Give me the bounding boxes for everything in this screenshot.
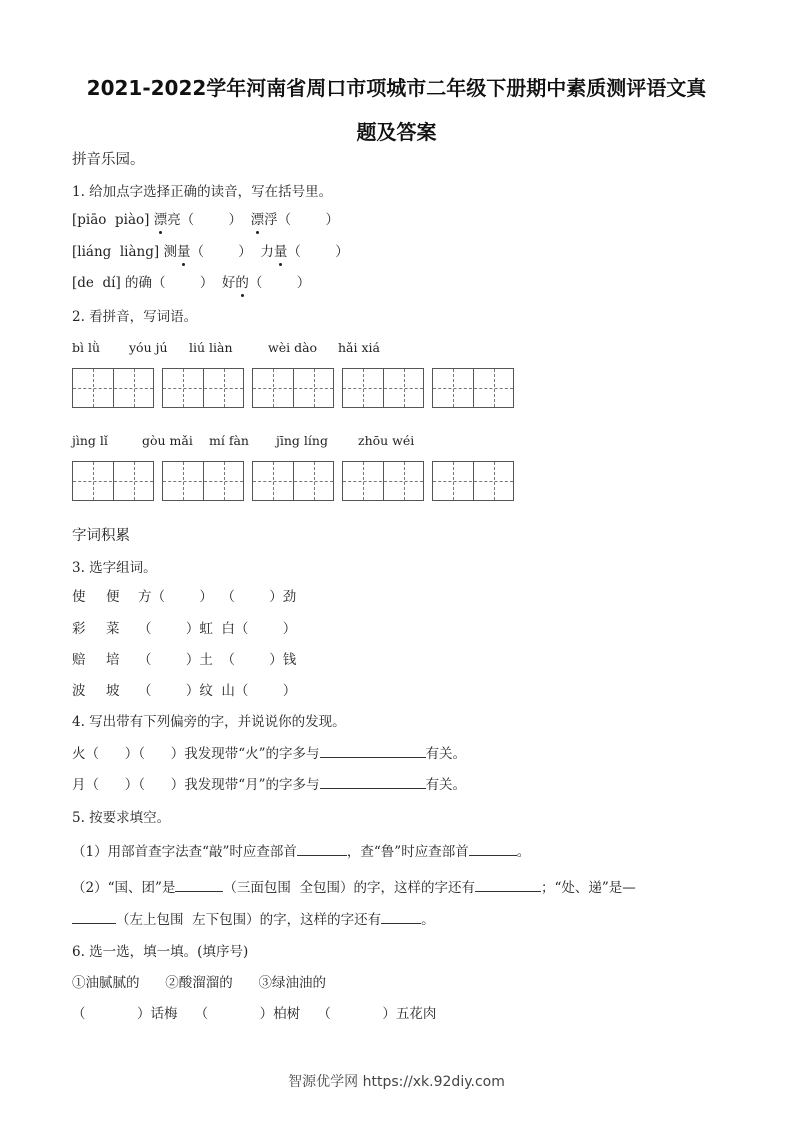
q3-row-3 [72,651,297,669]
q3-choice-char: 培 [106,652,120,668]
q6-options: ①油腻腻的 ②酸溜溜的 ③绿油油的 [72,975,326,991]
section-vocab-heading: 字词积累 [72,528,130,544]
q3-blanks: 方（ ） （ ）劲 [138,589,297,605]
q4-row-moon [72,776,466,794]
q3-choice-char: 便 [106,589,120,605]
page-title-line2: 题及答案 [356,120,437,144]
writing-box[interactable] [432,368,514,408]
q1-stem: 1. 给加点字选择正确的读音，写在括号里。 [72,184,333,200]
q3-stem: 3. 选字组词。 [72,560,157,576]
q5-radical-blank-1[interactable] [297,843,347,856]
q5-structure-blank-1[interactable] [175,879,223,892]
q5-part-2-text-4: （左上包围 左下包围）的字，这样的字还有 [116,912,382,928]
q6-blanks: （ ）话梅 （ ）柏树 （ ）五花肉 [72,1006,437,1022]
q4-row-fire-suffix: 有关。 [425,746,467,762]
q3-row-4 [72,682,297,700]
q3-row-1 [72,588,297,606]
q3-choice-char: 菜 [106,621,120,637]
writing-box[interactable] [252,461,334,501]
q1-row-1-blank-2: 浮（ ） [264,212,339,228]
q3-blanks: （ ）虹 白（ ） [138,621,297,637]
q4-stem: 4. 写出带有下列偏旁的字，并说说你的发现。 [72,714,346,730]
writing-box[interactable] [432,461,514,501]
q1-row-3-dotted-char-1: 的 [235,275,249,291]
q1-row-1-dotted-char-1: 漂 [153,212,168,228]
q5-part-1-text-2: ，查“鲁”时应查部首 [346,844,469,860]
pinyin-label: mí fàn [209,433,249,448]
q5-example-blank-1[interactable] [475,879,541,892]
q4-fire-answer-blank[interactable] [320,745,426,758]
writing-box[interactable] [342,461,424,501]
q3-choice-char: 波 [72,683,86,699]
writing-box[interactable] [72,368,154,408]
q1-row-3-blank-1: （ ） [248,275,311,291]
pinyin-label: jìng lǐ [72,433,108,448]
q5-part-2-text: （2）“国、团”是 [72,880,176,896]
q5-stem: 5. 按要求填空。 [72,810,171,826]
q1-row-2-dotted-char-1: 量 [176,244,191,260]
q5-example-blank-2[interactable] [381,911,421,924]
q3-choice-char: 使 [72,589,86,605]
q3-blanks: （ ）土 （ ）钱 [138,652,297,668]
q5-part-1-text: （1）用部首查字法查“敲”时应查部首 [72,844,297,860]
q4-row-moon-suffix: 有关。 [425,777,467,793]
q1-row-1-prefix: [piāo piào] [72,212,154,228]
q5-part-1-end: 。 [516,844,531,860]
q1-row-2-dotted-char-2: 量 [273,244,288,260]
writing-box[interactable] [72,461,154,501]
q3-choice-char: 赔 [72,652,86,668]
q6-stem: 6. 选一选，填一填。(填序号) [72,944,249,960]
pinyin-label: jīng líng [276,433,328,448]
q1-row-3-prefix: [de dí] 的确（ ） 好 [72,275,236,291]
q1-row-3 [72,274,310,292]
q4-row-moon-text: 月（ ）（ ）我发现带“月”的字多与 [72,777,320,793]
writing-box[interactable] [252,368,334,408]
q1-row-2-blank-1: （ ） 力 [190,244,274,260]
pinyin-label: yóu jú [129,340,168,355]
q5-part-1 [72,843,530,861]
q3-blanks: （ ）纹 山（ ） [138,683,297,699]
pinyin-label: zhōu wéi [358,433,415,448]
q3-choice-char: 坡 [106,683,120,699]
q1-row-2 [72,243,349,261]
writing-box[interactable] [162,461,244,501]
q1-row-2-prefix: [liáng liàng] 测 [72,244,177,260]
q1-row-1-blank-1: 亮（ ） [167,212,251,228]
footer-watermark: 智源优学网 https://xk.92diy.com [288,1074,505,1090]
q3-row-2 [72,620,297,638]
section-pinyin-heading: 拼音乐园。 [72,152,145,168]
q1-row-1 [72,211,339,229]
page-title-line1: 2021-2022学年河南省周口市项城市二年级下册期中素质测评语文真 [86,76,707,100]
q5-radical-blank-2[interactable] [469,843,517,856]
q4-row-fire [72,745,466,763]
q5-part-2-cont [72,911,435,929]
q1-row-2-blank-2: （ ） [287,244,349,260]
pinyin-label: wèi dào [268,340,318,355]
q3-choice-char: 彩 [72,621,86,637]
q4-row-fire-text: 火（ ）（ ）我发现带“火”的字多与 [72,746,320,762]
q5-part-2-text-3: ；“处、递”是— [541,880,636,896]
pinyin-label: bì lǜ [72,340,101,355]
q5-part-2-end: 。 [421,912,435,928]
q4-moon-answer-blank[interactable] [320,776,426,789]
writing-box[interactable] [342,368,424,408]
q5-part-2-text-2: （三面包围 全包围）的字，这样的字还有 [223,880,475,896]
pinyin-label: hǎi xiá [338,340,380,355]
q5-structure-blank-2[interactable] [72,911,116,924]
q2-stem: 2. 看拼音，写词语。 [72,309,198,325]
q1-row-1-dotted-char-2: 漂 [250,212,265,228]
pinyin-label: gòu mǎi [142,433,193,448]
q5-part-2 [72,879,636,897]
writing-box[interactable] [162,368,244,408]
pinyin-label: liú liàn [189,340,233,355]
